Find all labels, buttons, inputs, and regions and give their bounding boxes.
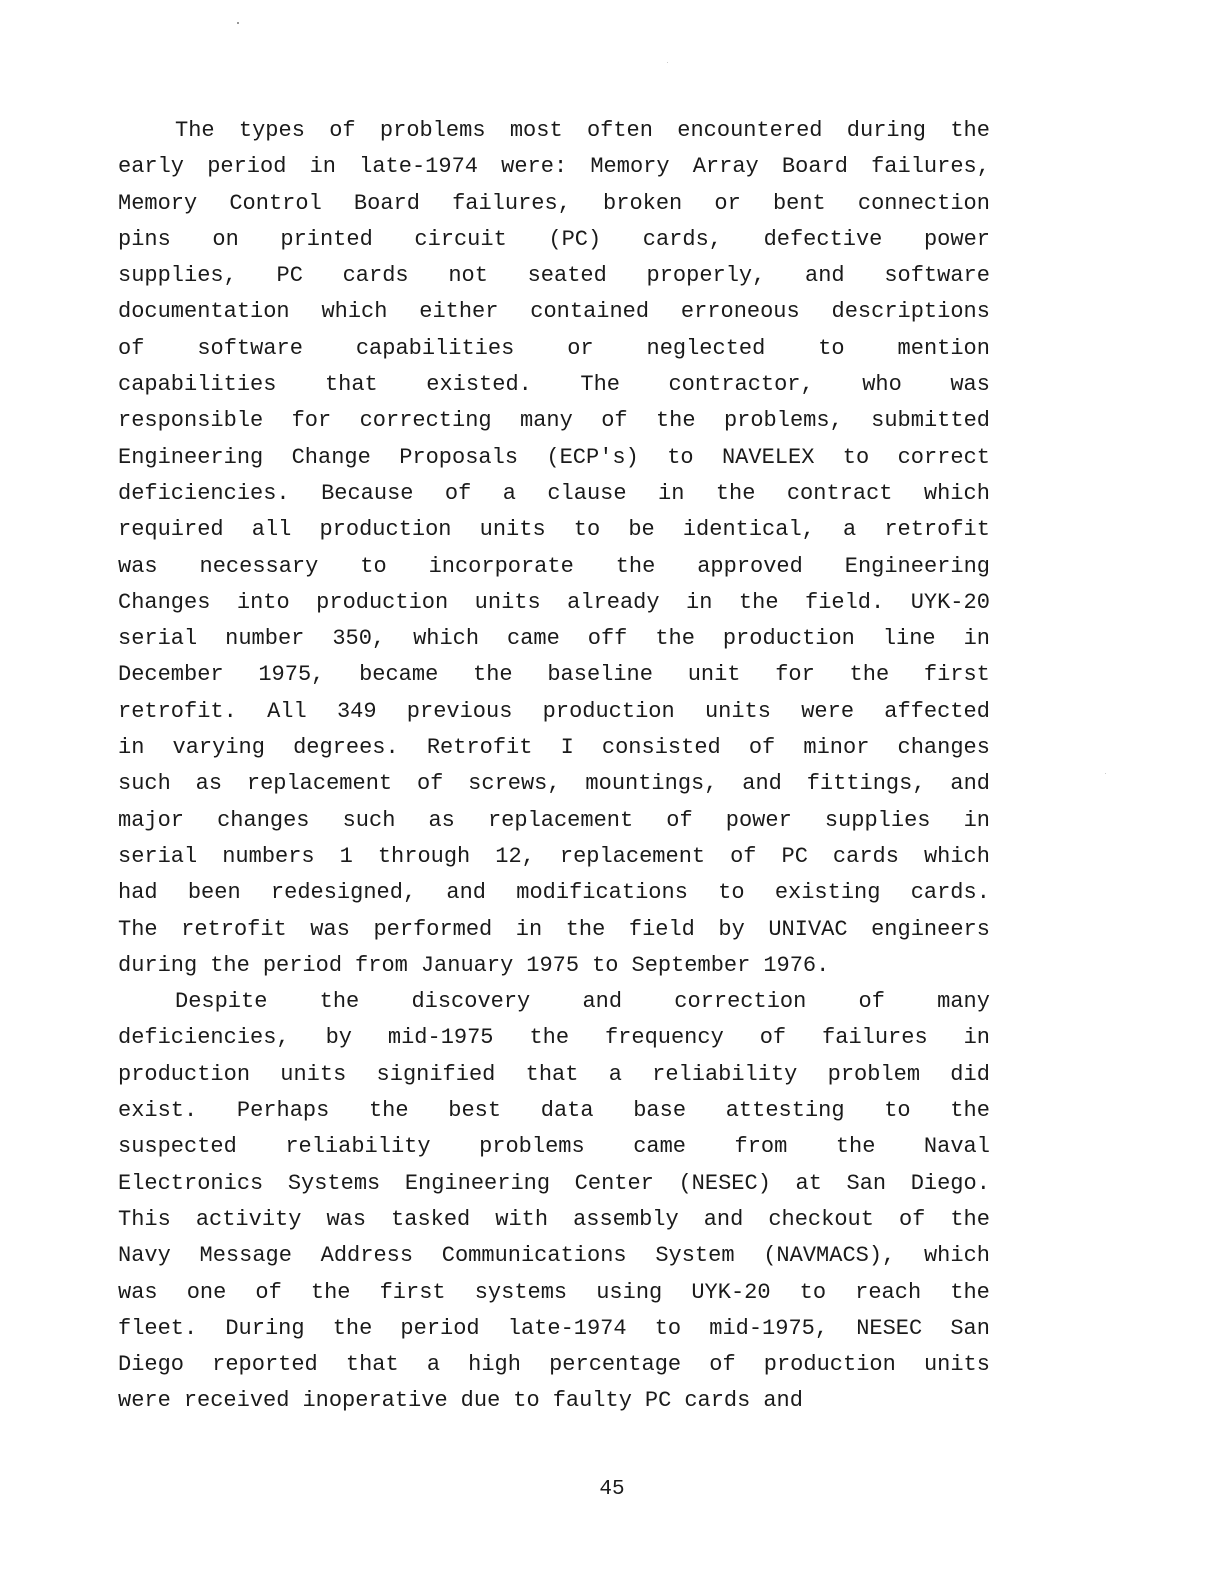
scan-speck [667,62,668,63]
text-line: Diego reported that a high percentage of production units [118,1352,990,1378]
scan-speck [1105,773,1106,774]
paragraph [118,113,990,984]
body-text [118,113,990,1420]
text-line: deficiencies. Because of a clause in the contract which [118,480,990,506]
text-line: retrofit. All 349 previous production units were affected [118,698,990,724]
text-line: supplies, PC cards not seated properly, and software [118,263,990,289]
text-line: was necessary to incorporate the approved Engineering [118,553,990,579]
text-line: deficiencies, by mid-1975 the frequency of failures in [118,1025,990,1051]
text-line: in varying degrees. Retrofit I consisted of minor changes [118,735,990,761]
text-line: December 1975, became the baseline unit for the first [118,662,990,688]
text-line: exist. Perhaps the best data base attesting to the [118,1098,990,1124]
text-line: serial numbers 1 through 12, replacement of PC cards which [118,843,990,869]
text-line: production units signified that a reliability problem did [118,1061,990,1087]
text-line: of software capabilities or neglected to mention [118,335,990,361]
text-line: were received inoperative due to faulty PC cards and [118,1388,803,1414]
text-line: required all production units to be identical, a retrofit [118,517,990,543]
text-line: The retrofit was performed in the field by UNIVAC engineers [118,916,990,942]
text-line: early period in late-1974 were: Memory Array Board failures, [118,154,990,180]
text-line: Memory Control Board failures, broken or bent connection [118,190,990,216]
text-line: had been redesigned, and modifications to existing cards. [118,880,990,906]
page-number: 45 [599,1478,625,1501]
text-line: fleet. During the period late-1974 to mid-1975, NESEC San [118,1315,990,1341]
text-line: during the period from January 1975 to September 1976. [118,952,830,978]
text-line: such as replacement of screws, mountings, and fittings, and [118,771,990,797]
text-line: Navy Message Address Communications System (NAVMACS), which [118,1243,990,1269]
text-line: The types of problems most often encountered during the [175,118,990,143]
text-line: Changes into production units already in the field. UYK-20 [118,589,990,615]
text-line: serial number 350, which came off the production line in [118,626,990,652]
text-line: Electronics Systems Engineering Center (NESEC) at San Diego. [118,1170,990,1196]
scan-speck [237,22,239,24]
text-line: Engineering Change Proposals (ECP's) to NAVELEX to correct [118,444,990,470]
text-line: capabilities that existed. The contractor, who was [118,372,990,398]
text-line: major changes such as replacement of power supplies in [118,807,990,833]
paragraph [118,984,990,1420]
text-line: Despite the discovery and correction of many [175,989,990,1015]
text-line: was one of the first systems using UYK-20 to reach the [118,1279,990,1305]
text-line: suspected reliability problems came from the Naval [118,1134,990,1160]
text-line: This activity was tasked with assembly and checkout of the [118,1206,990,1232]
text-line: documentation which either contained erroneous descriptions [118,299,990,325]
text-line: responsible for correcting many of the problems, submitted [118,408,990,434]
text-line: pins on printed circuit (PC) cards, defective power [118,226,990,252]
